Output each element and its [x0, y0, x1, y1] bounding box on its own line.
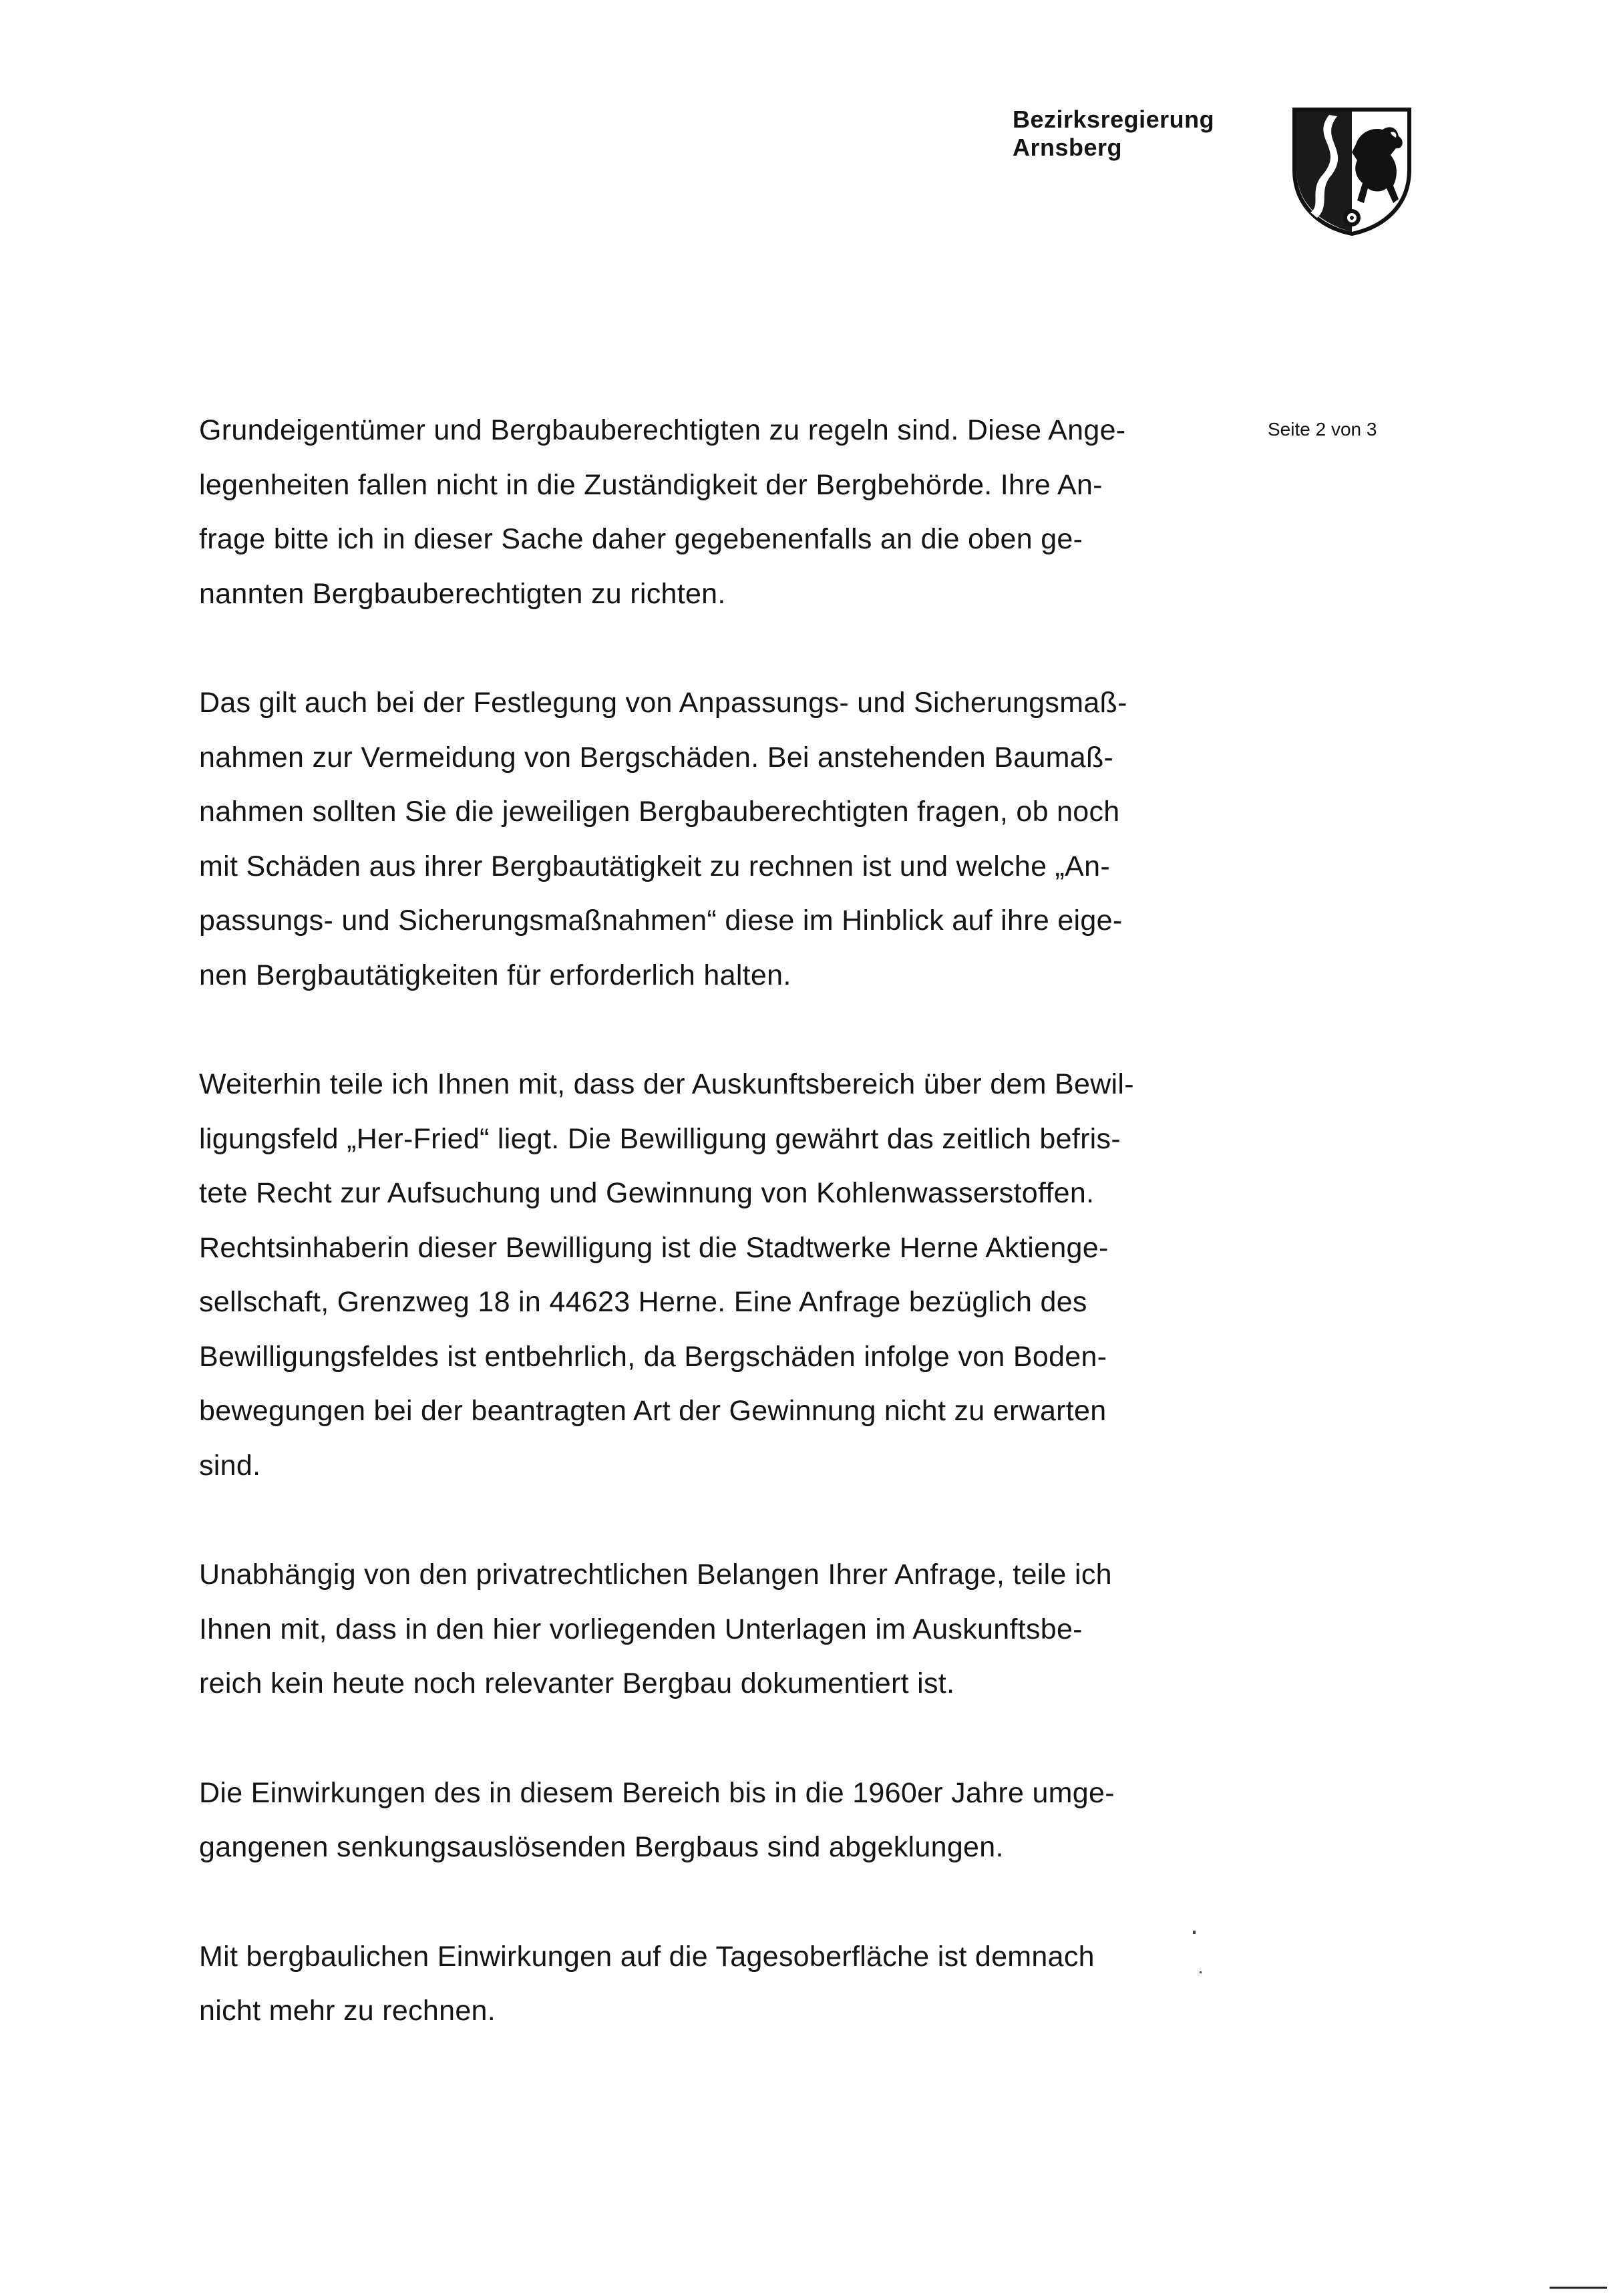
- text-line: Rechtsinhaberin dieser Bewilligung ist die Stadtwerke Herne Aktienge-: [199, 1231, 1109, 1264]
- text-line: ligungsfeld „Her-Fried“ liegt. Die Bewilligung gewährt das zeitlich befris-: [199, 1122, 1121, 1155]
- text-line: reich kein heute noch relevanter Bergbau dokumentiert ist.: [199, 1667, 955, 1699]
- text-line: bewegungen bei der beantragten Art der Gewinnung nicht zu erwarten: [199, 1395, 1107, 1427]
- text-line: Die Einwirkungen des in diesem Bereich bis in die 1960er Jahre umge-: [199, 1776, 1115, 1809]
- text-line: Weiterhin teile ich Ihnen mit, dass der Auskunftsbereich über dem Bewil-: [199, 1068, 1134, 1100]
- text-line: legenheiten fallen nicht in die Zuständigkeit der Bergbehörde. Ihre An-: [199, 468, 1103, 501]
- paragraph: [199, 1930, 1241, 2039]
- text-line: Grundeigentümer und Bergbauberechtigten zu regeln sind. Diese Ange-: [199, 414, 1126, 446]
- text-line: nicht mehr zu rechnen.: [199, 1995, 496, 2027]
- page-number: Seite 2 von 3: [1268, 419, 1377, 440]
- text-line: passungs- und Sicherungsmaßnahmen“ diese im Hinblick auf ihre eige-: [199, 905, 1123, 937]
- scan-artifact: [1200, 1971, 1202, 1973]
- paragraph: [199, 1057, 1241, 1493]
- text-line: nahmen sollten Sie die jeweiligen Bergbauberechtigten fragen, ob noch: [199, 796, 1120, 828]
- text-line: sind.: [199, 1449, 261, 1482]
- text-line: Unabhängig von den privatrechtlichen Belangen Ihrer Anfrage, teile ich: [199, 1559, 1112, 1591]
- nrw-coat-of-arms-icon: [1290, 106, 1413, 236]
- text-line: Ihnen mit, dass in den hier vorliegenden Unterlagen im Auskunftsbe-: [199, 1613, 1083, 1645]
- scan-edge-line: [1550, 2287, 1607, 2289]
- text-line: sellschaft, Grenzweg 18 in 44623 Herne. Eine Anfrage bezüglich des: [199, 1286, 1087, 1318]
- text-line: frage bitte ich in dieser Sache daher gegebenenfalls an die oben ge-: [199, 523, 1083, 555]
- text-line: nen Bergbautätigkeiten für erforderlich halten.: [199, 959, 791, 991]
- paragraph: [199, 1548, 1241, 1711]
- text-line: nannten Bergbauberechtigten zu richten.: [199, 577, 726, 610]
- authority-name: [1013, 106, 1214, 162]
- text-line: Bewilligungsfeldes ist entbehrlich, da Bergschäden infolge von Boden-: [199, 1340, 1107, 1373]
- letter-body: [199, 403, 1241, 2039]
- text-line: nahmen zur Vermeidung von Bergschäden. Bei anstehenden Baumaß-: [199, 741, 1114, 774]
- scan-artifact: [1193, 1931, 1196, 1934]
- authority-name-line2: Arnsberg: [1013, 134, 1123, 161]
- text-line: gangenen senkungsauslösenden Bergbaus sind abgeklungen.: [199, 1831, 1004, 1863]
- paragraph: [199, 1766, 1241, 1875]
- text-line: mit Schäden aus ihrer Bergbautätigkeit zu rechnen ist und welche „An-: [199, 850, 1110, 882]
- authority-name-line1: Bezirksregierung: [1013, 106, 1215, 133]
- paragraph: [199, 403, 1241, 621]
- text-line: Mit bergbaulichen Einwirkungen auf die Tagesoberfläche ist demnach: [199, 1940, 1095, 1973]
- text-line: tete Recht zur Aufsuchung und Gewinnung von Kohlenwasserstoffen.: [199, 1177, 1095, 1209]
- paragraph: [199, 676, 1241, 1003]
- text-line: Das gilt auch bei der Festlegung von Anpassungs- und Sicherungsmaß-: [199, 687, 1127, 719]
